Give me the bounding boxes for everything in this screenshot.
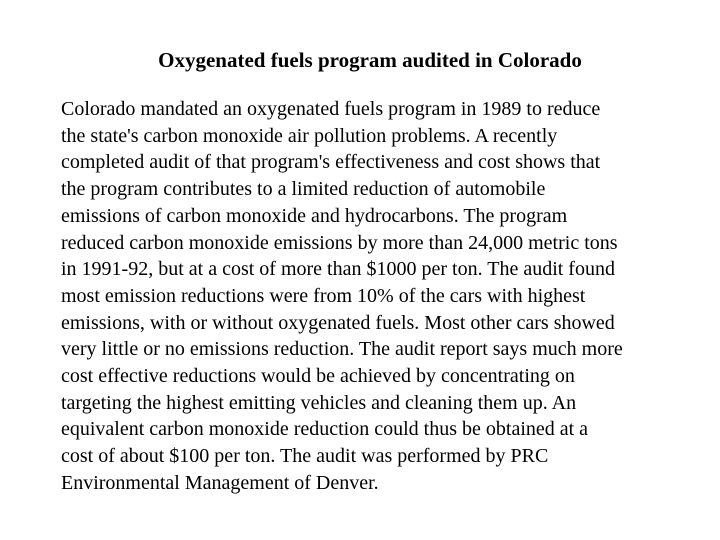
body-line: in 1991-92, but at a cost of more than $1000 per ton. The audit found (61, 258, 615, 281)
page-title: Oxygenated fuels program audited in Colorado (158, 48, 582, 72)
body-line: the state's carbon monoxide air pollution problems. A recently (61, 124, 558, 147)
body-line: very little or no emissions reduction. The audit report says much more (61, 338, 623, 361)
body-line: the program contributes to a limited reduction of automobile (61, 178, 546, 201)
body-line: cost of about $100 per ton. The audit was performed by PRC (61, 445, 549, 468)
body-line: equivalent carbon monoxide reduction could thus be obtained at a (61, 418, 589, 441)
body-line: reduced carbon monoxide emissions by more than 24,000 metric tons (61, 231, 618, 254)
body-line: Environmental Management of Denver. (61, 471, 379, 494)
body-line: most emission reductions were from 10% of the cars with highest (61, 284, 586, 307)
body-paragraph (61, 96, 691, 497)
body-line: Colorado mandated an oxygenated fuels program in 1989 to reduce (61, 98, 601, 120)
body-line: cost effective reductions would be achieved by concentrating on (61, 365, 575, 388)
body-line: emissions, with or without oxygenated fuels. Most other cars showed (61, 311, 615, 334)
body-line: targeting the highest emitting vehicles and cleaning them up. An (61, 391, 577, 414)
body-line: emissions of carbon monoxide and hydrocarbons. The program (61, 204, 568, 227)
body-line: completed audit of that program's effectiveness and cost shows that (61, 151, 601, 174)
